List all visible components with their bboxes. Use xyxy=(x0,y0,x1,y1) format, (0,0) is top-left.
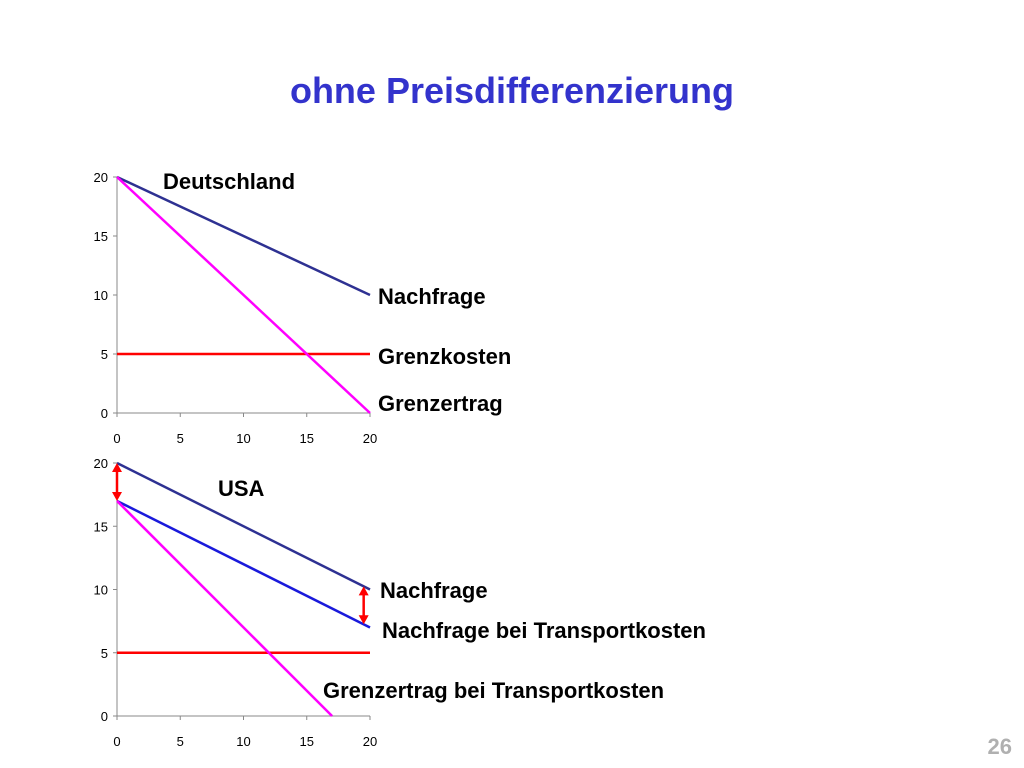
chart-usa-y-tick-label: 0 xyxy=(100,709,108,724)
chart-deutschland-x-tick-label: 20 xyxy=(362,431,378,446)
chart-usa-x-tick-label: 10 xyxy=(236,734,251,749)
chart-usa-y-tick-label: 15 xyxy=(93,519,108,535)
page-title: ohne Preisdifferenzierung xyxy=(289,70,735,111)
chart-usa-y-tick-label: 5 xyxy=(100,645,108,661)
chart-deutschland-y-tick-label: 15 xyxy=(93,229,108,244)
chart-usa-title: USA xyxy=(218,476,265,501)
chart-deutschland-series-label-grenzkosten: Grenzkosten xyxy=(378,344,512,369)
chart-deutschland-x-tick-label: 0 xyxy=(113,431,121,446)
chart-usa-arrow-head-bottom xyxy=(112,492,122,501)
chart-usa-x-tick-label: 20 xyxy=(362,734,378,749)
chart-deutschland-x-tick-label: 10 xyxy=(236,431,251,446)
page-number: 26 xyxy=(987,734,1012,759)
chart-usa-series-label-grenzertrag-bei-transportkosten: Grenzertrag bei Transportkosten xyxy=(323,678,665,703)
chart-usa-x-tick-label: 0 xyxy=(113,734,121,749)
chart-deutschland-series-label-grenzertrag: Grenzertrag xyxy=(378,391,503,416)
chart-deutschland-x-tick-label: 15 xyxy=(299,431,314,446)
chart-deutschland-y-tick-label: 5 xyxy=(100,347,108,362)
chart-usa-y-tick-label: 10 xyxy=(93,582,108,598)
chart-deutschland-title: Deutschland xyxy=(163,169,296,194)
chart-deutschland-y-tick-label: 20 xyxy=(93,170,108,185)
chart-usa-series-label-nachfrage-bei-transportkosten: Nachfrage bei Transportkosten xyxy=(382,618,706,643)
chart-usa-series-label-nachfrage: Nachfrage xyxy=(380,578,488,603)
chart-deutschland-y-tick-label: 10 xyxy=(93,288,108,303)
chart-usa-x-tick-label: 15 xyxy=(299,734,314,749)
chart-deutschland-series-grenzertrag xyxy=(117,177,370,413)
chart-deutschland-series-nachfrage xyxy=(117,177,370,295)
chart-deutschland-x-tick-label: 5 xyxy=(176,431,184,446)
chart-deutschland-series-label-nachfrage: Nachfrage xyxy=(378,284,486,309)
chart-usa-series-nachfrage-bei-transportkosten xyxy=(117,501,370,628)
chart-usa-x-tick-label: 5 xyxy=(176,734,184,749)
chart-usa-series-grenzertrag-bei-transportkosten xyxy=(117,501,332,716)
chart-usa-y-tick-label: 20 xyxy=(93,456,108,471)
chart-deutschland-y-tick-label: 0 xyxy=(100,406,108,421)
